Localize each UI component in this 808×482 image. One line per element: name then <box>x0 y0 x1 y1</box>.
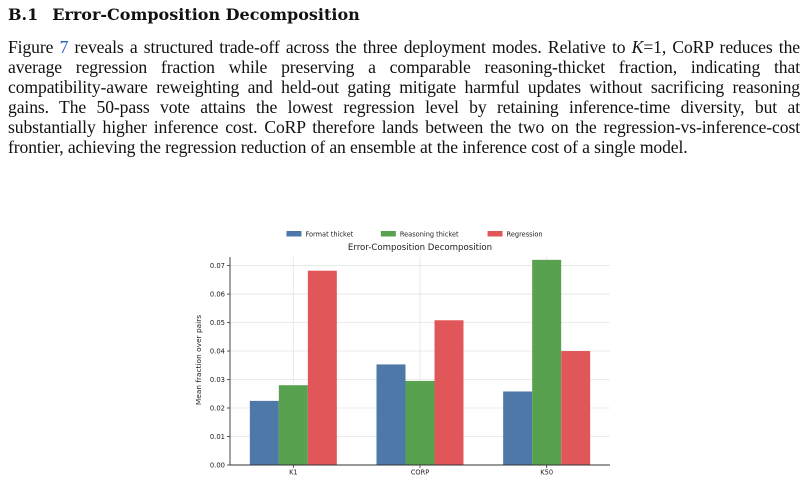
y-axis-label: Mean fraction over pairs <box>194 314 203 406</box>
bar-reasoning-thicket-k50 <box>532 260 561 465</box>
bar-format-thicket-k1 <box>250 401 279 465</box>
x-tick-label: K50 <box>540 468 554 477</box>
y-tick-label: 0.06 <box>209 290 225 299</box>
x-tick-label: K1 <box>289 468 298 477</box>
bar-format-thicket-corp <box>377 364 406 465</box>
bar-reasoning-thicket-corp <box>406 381 435 465</box>
bar-format-thicket-k50 <box>503 391 532 465</box>
chart-legend <box>286 231 542 239</box>
math-variable-k: K <box>631 37 644 57</box>
y-axis-ticks <box>210 262 230 469</box>
body-paragraph <box>8 38 800 157</box>
bar-reasoning-thicket-k1 <box>279 385 308 465</box>
y-tick-label: 0.02 <box>209 404 225 413</box>
bar-regression-corp <box>435 320 464 465</box>
legend-label: Reasoning thicket <box>399 230 459 239</box>
section-title: Error-Composition Decomposition <box>52 5 360 24</box>
x-tick-label: CORP <box>410 468 430 477</box>
y-tick-label: 0.03 <box>209 375 225 384</box>
y-tick-label: 0.04 <box>209 347 225 356</box>
legend-swatch <box>286 231 301 237</box>
legend-swatch <box>381 231 396 237</box>
section-number: B.1 <box>8 5 39 24</box>
legend-label: Regression <box>506 230 543 239</box>
paragraph-text-3: =1, CoRP reduces the average regression fraction while preserving a comparable reasoning-thicket fraction, indicating that compatibility-aware reweighting and held-out gating mitigate harmful updates without sacrificing reasoning gains. The 50-pass vote attains the lowest regression level by retaining inference-time diversity, but at substantially higher inference cost. CoRP therefore lands between the two on the regression-vs-inference-cost frontier, achieving the regression reduction of an ensemble at the inference cost of a single model. <box>8 37 800 157</box>
section-heading <box>8 4 360 26</box>
paragraph-text-2: reveals a structured trade-off across the three deployment modes. Relative to <box>68 37 632 57</box>
paragraph-text-1: Figure <box>8 37 60 57</box>
legend-swatch <box>488 231 503 237</box>
bar-regression-k50 <box>561 351 590 465</box>
bar-regression-k1 <box>308 271 337 465</box>
legend-label: Format thicket <box>305 230 354 239</box>
error-composition-chart <box>180 222 620 482</box>
y-tick-label: 0.01 <box>209 432 225 441</box>
chart-title: Error-Composition Decomposition <box>347 243 493 253</box>
y-tick-label: 0.00 <box>209 461 225 470</box>
y-tick-label: 0.07 <box>209 261 225 270</box>
y-tick-label: 0.05 <box>209 318 225 327</box>
figure-reference-link[interactable]: 7 <box>59 37 69 57</box>
x-axis-ticks <box>289 465 553 477</box>
